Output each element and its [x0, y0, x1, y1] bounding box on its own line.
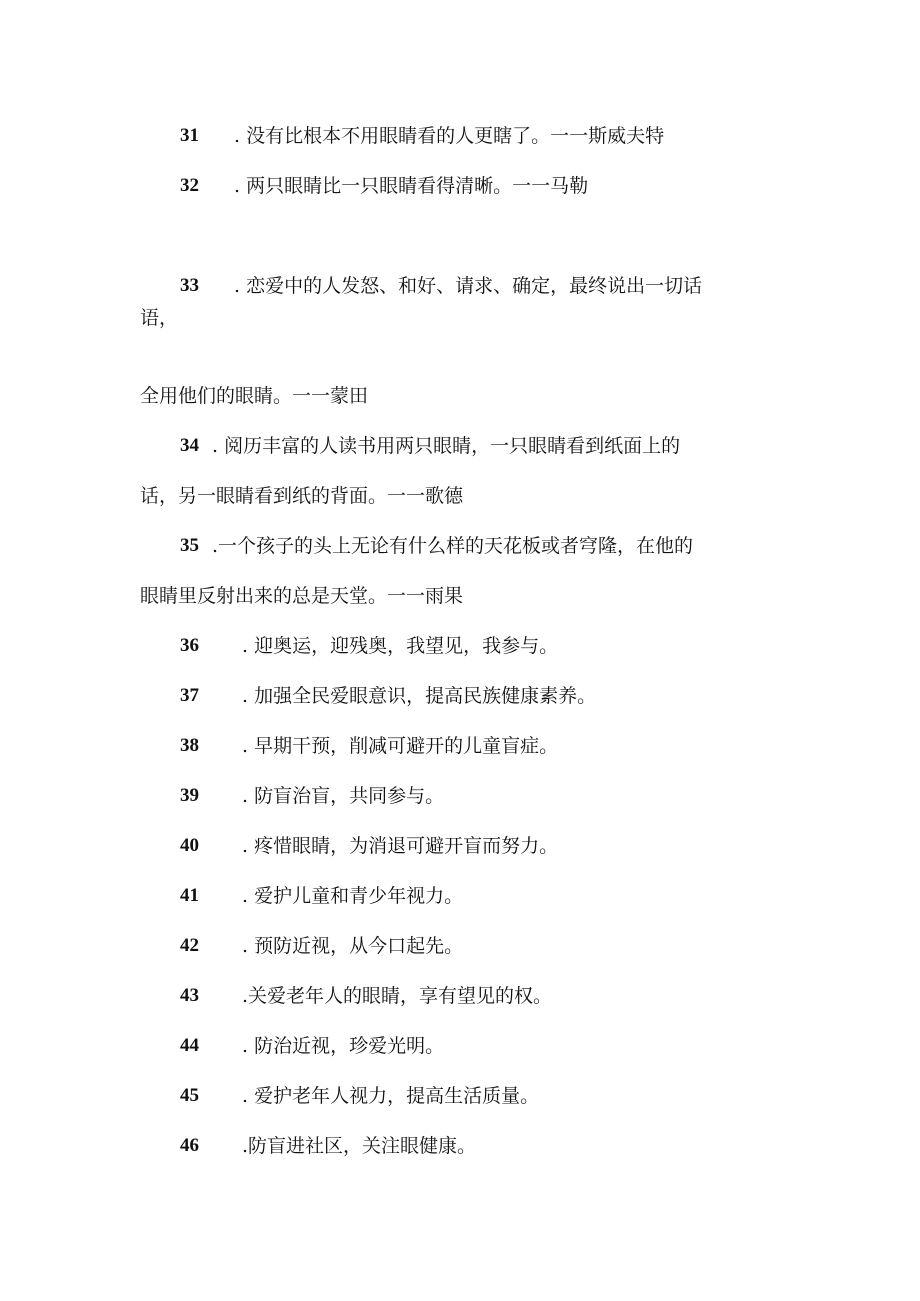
- quote-text: . 疼惜眼睛，为消退可避开盲而努力。: [242, 835, 559, 857]
- quote-text-wrap: 语，: [140, 307, 179, 329]
- quote-number: 33: [180, 275, 199, 296]
- quote-text-continued: 话，另一眼睛看到纸的背面。一一歌德: [140, 485, 464, 507]
- quote-text: . 恋爱中的人发怒、和好、请求、确定，最终说出一切话: [234, 275, 703, 297]
- quote-number: 41: [180, 885, 199, 906]
- quote-number: 42: [180, 935, 199, 956]
- quote-text-continued: 眼睛里反射出来的总是天堂。一一雨果: [140, 585, 464, 607]
- quote-number: 46: [180, 1135, 199, 1156]
- quote-text: .关爱老年人的眼睛，享有望见的权。: [242, 985, 553, 1007]
- quote-text: . 防盲治盲，共同参与。: [242, 785, 445, 807]
- quote-number: 35: [180, 535, 199, 556]
- quote-text: . 爱护老年人视力，提高生活质量。: [242, 1085, 540, 1107]
- quote-number: 31: [180, 125, 199, 146]
- quote-text: . 迎奥运，迎残奥，我望见，我参与。: [242, 635, 559, 657]
- quote-text: .防盲进社区，关注眼健康。: [242, 1135, 477, 1157]
- quote-number: 32: [180, 175, 199, 196]
- quote-text: . 预防近视，从今口起先。: [242, 935, 464, 957]
- quote-number: 39: [180, 785, 199, 806]
- quote-number: 40: [180, 835, 199, 856]
- quote-number: 43: [180, 985, 199, 1006]
- quote-number: 45: [180, 1085, 199, 1106]
- quote-text: . 没有比根本不用眼睛看的人更瞎了。一一斯威夫特: [234, 125, 665, 147]
- quote-text-continued: 全用他们的眼睛。一一蒙田: [140, 385, 369, 407]
- quote-text: . 阅历丰富的人读书用两只眼睛，一只眼睛看到纸面上的: [212, 435, 681, 457]
- quote-number: 37: [180, 685, 199, 706]
- quote-text: . 两只眼睛比一只眼睛看得清晰。一一马勒: [234, 175, 589, 197]
- quote-text: . 防治近视，珍爱光明。: [242, 1035, 445, 1057]
- quote-number: 34: [180, 435, 199, 456]
- quote-number: 36: [180, 635, 199, 656]
- quote-text: . 爱护儿童和青少年视力。: [242, 885, 464, 907]
- quote-number: 44: [180, 1035, 199, 1056]
- quote-text: . 早期干预，削减可避开的儿童盲症。: [242, 735, 559, 757]
- quote-text: .一个孩子的头上无论有什么样的天花板或者穹隆，在他的: [212, 535, 694, 557]
- quote-number: 38: [180, 735, 199, 756]
- quote-text: . 加强全民爱眼意识，提高民族健康素养。: [242, 685, 597, 707]
